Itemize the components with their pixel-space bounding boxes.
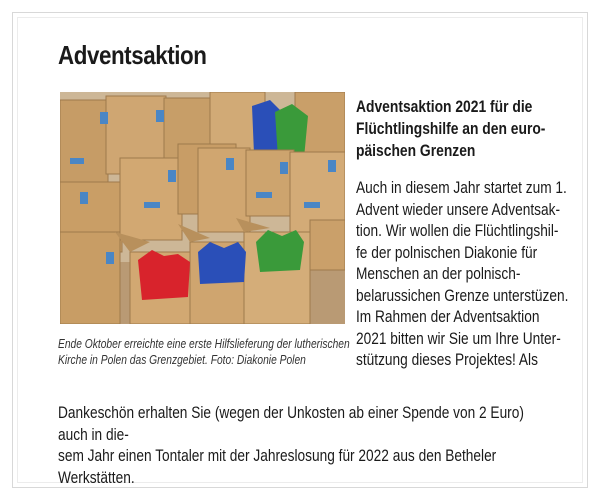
photo-caption: Ende Oktober erreichte eine erste Hilfslieferung der lutherischen Kirche in Polen das Grenzgebiet. Foto: Diakonie Polen: [58, 337, 350, 367]
article-body-continued: Dankeschön erhalten Sie (wegen der Unkosten ab einer Spende von 2 Euro) auch in die- sem Jahr einen Tontaler mit der Jahreslosung für 2022 aus den Betheler Werkstätten.: [58, 404, 524, 487]
article-photo: [60, 92, 345, 324]
page-title: Adventsaktion: [58, 40, 207, 70]
boxes-photo-image: [60, 92, 345, 324]
article-headline: Adventsaktion 2021 für die Flüchtlingshilfe an den euro- päischen Grenzen: [356, 98, 546, 160]
article-body-column: Auch in diesem Jahr startet zum 1. Advent wieder unsere Adventsak- tion. Wir wollen die Flüchtlingshil- fe der polnischen Diakonie für Menschen an der polnisch- belarussichen Grenze unterstüzen. Im Rahmen der Adventsaktion 2021 bitten wir Sie um Ihre Unter- stützung dieses Projektes! Als: [356, 179, 569, 369]
